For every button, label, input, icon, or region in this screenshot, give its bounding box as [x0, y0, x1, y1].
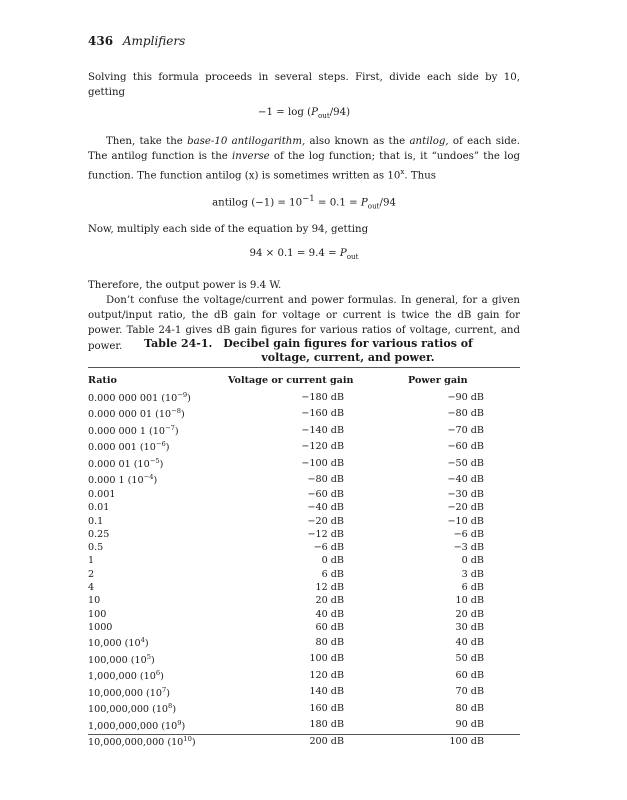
power-gain-cell: 80 dB	[455, 702, 484, 714]
power-gain-cell: −90 dB	[447, 391, 484, 403]
ratio-cell: 0.001	[88, 488, 116, 500]
ratio-cell: 10,000 $(10^4)$	[88, 636, 149, 650]
voltage-gain-cell: 60 dB	[315, 621, 344, 633]
voltage-gain-cell: −40 dB	[307, 502, 344, 514]
voltage-gain-cell: 200 dB	[309, 735, 344, 747]
ratio-cell: 0.000 1 $(10^{-4})$	[88, 473, 158, 487]
voltage-gain-cell: −6 dB	[313, 542, 344, 554]
table-body	[88, 389, 520, 750]
power-gain-cell: 10 dB	[455, 595, 484, 607]
ratio-cell: 0.25	[88, 528, 110, 540]
table-row	[88, 515, 520, 528]
voltage-gain-cell: −12 dB	[307, 528, 344, 540]
power-gain-cell: −40 dB	[447, 474, 484, 486]
paragraph-5: Don’t confuse the voltage/current and power formulas. In general, for a given output/input ratio, the dB gain for voltage or current is twice the dB gain for power. Table 24-1 gives dB gain figures for various ratios of voltage, current, and power.	[88, 294, 520, 352]
ratio-cell: 0.000 001 $(10^{-6})$	[88, 440, 170, 454]
voltage-gain-cell: 160 dB	[309, 702, 344, 714]
voltage-gain-cell: 6 dB	[321, 568, 344, 580]
ratio-cell: 10	[88, 595, 101, 607]
table-row	[88, 422, 520, 438]
table-row	[88, 501, 520, 514]
voltage-gain-cell: 180 dB	[309, 719, 344, 731]
voltage-gain-cell: 100 dB	[309, 653, 344, 665]
power-gain-cell: 40 dB	[455, 636, 484, 648]
voltage-gain-cell: 20 dB	[315, 595, 344, 607]
table-top-rule	[88, 367, 520, 368]
voltage-gain-cell: −140 dB	[301, 424, 344, 436]
table-row	[88, 684, 520, 700]
ratio-cell: 2	[88, 568, 95, 580]
voltage-gain-cell: −180 dB	[301, 391, 344, 403]
table-row	[88, 634, 520, 650]
table-row	[88, 405, 520, 421]
table-row	[88, 581, 520, 594]
power-gain-cell: 90 dB	[455, 719, 484, 731]
table-row	[88, 438, 520, 454]
table-row	[88, 667, 520, 683]
paragraph-1: Solving this formula proceeds in several steps. First, divide each side by 10, getting	[88, 72, 520, 99]
power-gain-cell: 6 dB	[461, 581, 484, 593]
voltage-gain-cell: −80 dB	[307, 474, 344, 486]
paragraph-4: Therefore, the output power is 9.4 W.	[88, 279, 282, 291]
table-row	[88, 471, 520, 487]
voltage-gain-cell: −120 dB	[301, 441, 344, 453]
power-gain-cell: −3 dB	[453, 542, 484, 554]
power-gain-cell: −6 dB	[453, 528, 484, 540]
voltage-gain-cell: −60 dB	[307, 488, 344, 500]
power-gain-cell: −70 dB	[447, 424, 484, 436]
table-row	[88, 389, 520, 405]
table-row	[88, 717, 520, 733]
voltage-gain-cell: 12 dB	[315, 581, 344, 593]
table-row	[88, 488, 520, 501]
table-row	[88, 608, 520, 621]
voltage-gain-cell: −100 dB	[301, 457, 344, 469]
table-row	[88, 455, 520, 471]
running-title: Amplifiers	[122, 34, 186, 48]
ratio-cell: 1,000,000 $(10^6)$	[88, 669, 164, 683]
table-row	[88, 621, 520, 634]
table-bottom-rule	[88, 734, 520, 735]
power-gain-cell: −60 dB	[447, 441, 484, 453]
column-header-power-gain: Power gain	[408, 374, 468, 386]
ratio-cell: 100,000,000 $(10^8)$	[88, 702, 177, 716]
equation-2: antilog $(-1) = 10^{-1} = 0.1 = P_{out}/94$	[212, 193, 396, 211]
voltage-gain-cell: 140 dB	[309, 686, 344, 698]
decibel-gain-table	[88, 374, 520, 750]
voltage-gain-cell: −20 dB	[307, 515, 344, 527]
voltage-gain-cell: 120 dB	[309, 669, 344, 681]
paragraph-3: Now, multiply each side of the equation by 94, getting	[88, 224, 369, 236]
column-header-voltage-gain: Voltage or current gain	[228, 374, 354, 386]
table-header-row	[88, 374, 520, 389]
power-gain-cell: −30 dB	[447, 488, 484, 500]
voltage-gain-cell: 80 dB	[315, 636, 344, 648]
voltage-gain-cell: −160 dB	[301, 408, 344, 420]
ratio-cell: 1	[88, 555, 95, 567]
table-caption-text: Decibel gain figures for various ratios of voltage, current, and power.	[223, 337, 473, 364]
voltage-gain-cell: 40 dB	[315, 608, 344, 620]
power-gain-cell: 50 dB	[455, 653, 484, 665]
table-row	[88, 700, 520, 716]
ratio-cell: 1000	[88, 621, 113, 633]
power-gain-cell: −10 dB	[447, 515, 484, 527]
power-gain-cell: 70 dB	[455, 686, 484, 698]
power-gain-cell: −80 dB	[447, 408, 484, 420]
column-header-ratio: Ratio	[88, 374, 117, 386]
ratio-cell: 4	[88, 581, 95, 593]
ratio-cell: 0.01	[88, 502, 110, 514]
table-row	[88, 594, 520, 607]
ratio-cell: 0.000 000 01 $(10^{-8})$	[88, 407, 185, 421]
equation-1: $-1 = \log (P_{out}/94)$	[257, 107, 351, 121]
ratio-cell: 0.1	[88, 515, 104, 527]
paragraph-2: Then, take the base-10 antilogarithm, also known as the antilog, of each side. The antilog function is the inverse of the log function; that is, it “undoes” the log function. The function antilog (x) is sometimes written as 10$^x$. Thus	[88, 135, 520, 182]
power-gain-cell: 60 dB	[455, 669, 484, 681]
power-gain-cell: −50 dB	[447, 457, 484, 469]
page-number: 436	[88, 34, 114, 48]
table-row	[88, 733, 520, 749]
table-row	[88, 554, 520, 567]
power-gain-cell: −20 dB	[447, 502, 484, 514]
page-header	[88, 34, 185, 48]
power-gain-cell: 3 dB	[461, 568, 484, 580]
ratio-cell: 0.000 000 001 $(10^{-9})$	[88, 391, 191, 405]
table-row	[88, 528, 520, 541]
table-row	[88, 541, 520, 554]
power-gain-cell: 100 dB	[449, 735, 484, 747]
power-gain-cell: 0 dB	[461, 555, 484, 567]
body-text	[88, 70, 520, 354]
power-gain-cell: 30 dB	[455, 621, 484, 633]
ratio-cell: 0.000 01 $(10^{-5})$	[88, 456, 164, 471]
ratio-cell: 1,000,000,000 $(10^9)$	[88, 718, 186, 732]
voltage-gain-cell: 0 dB	[321, 555, 344, 567]
table-row	[88, 651, 520, 667]
table-row	[88, 568, 520, 581]
ratio-cell: 10,000,000,000 $(10^{10})$	[88, 735, 196, 749]
ratio-cell: 100	[88, 608, 107, 620]
power-gain-cell: 20 dB	[455, 608, 484, 620]
ratio-cell: 10,000,000 $(10^7)$	[88, 685, 170, 699]
ratio-cell: 100,000 $(10^5)$	[88, 652, 155, 666]
equation-3: $94 \times 0.1 = 9.4 = P_{out}$	[249, 248, 359, 262]
ratio-cell: 0.5	[88, 542, 104, 554]
table-label: Table 24-1.	[144, 337, 213, 350]
ratio-cell: 0.000 000 1 $(10^{-7})$	[88, 423, 179, 438]
